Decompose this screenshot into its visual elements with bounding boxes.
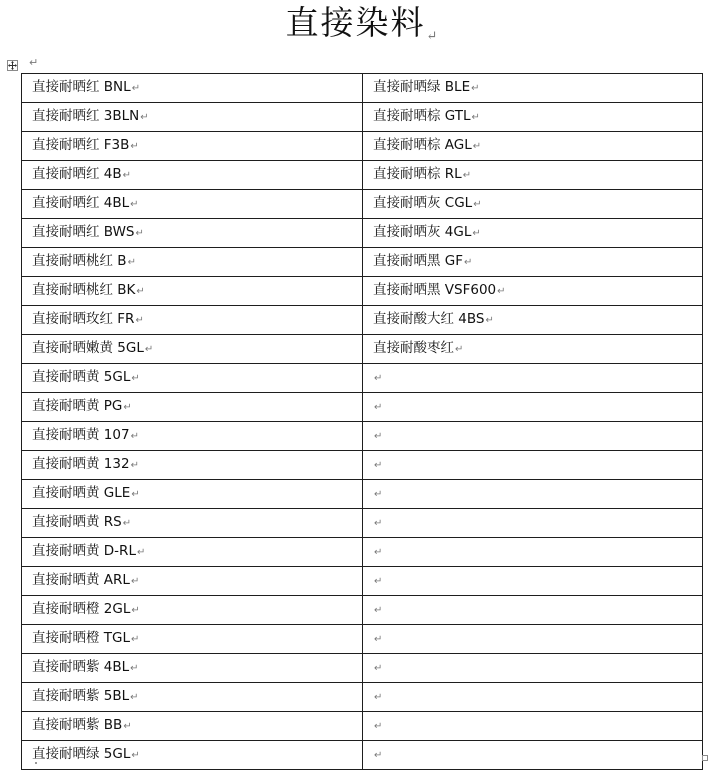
paragraph-mark: ↵ — [374, 402, 383, 413]
table-cell-right[interactable] — [363, 712, 703, 741]
dye-name: 直接耐晒黄 GLE — [32, 485, 131, 501]
table-cell-left[interactable] — [22, 132, 363, 161]
dye-name: 直接耐晒黄 RS — [32, 514, 122, 530]
table-cell-right[interactable] — [363, 538, 703, 567]
paragraph-mark: ↵ — [374, 634, 383, 645]
paragraph-mark: ↵ — [123, 402, 132, 413]
table-row — [22, 219, 703, 248]
table-cell-left[interactable] — [22, 161, 363, 190]
four-arrow-move-icon — [8, 61, 17, 70]
dye-name: 直接耐晒桃红 B — [32, 253, 127, 269]
paragraph-mark: ↵ — [374, 489, 383, 500]
table-row — [22, 480, 703, 509]
paragraph-mark: ↵ — [462, 170, 472, 181]
table-row — [22, 335, 703, 364]
table-cell-left[interactable] — [22, 741, 363, 770]
table-cell-left[interactable] — [22, 451, 363, 480]
dye-name: 直接耐晒红 3BLN — [32, 108, 140, 124]
table-row — [22, 248, 703, 277]
paragraph-mark: ↵ — [131, 605, 140, 616]
paragraph-mark: ↵ — [29, 56, 39, 69]
table-cell-right[interactable] — [363, 625, 703, 654]
table-cell-right[interactable] — [363, 741, 703, 770]
dye-name: 直接耐晒灰 4GL — [373, 224, 472, 240]
table-cell-right[interactable] — [363, 132, 703, 161]
paragraph-mark: ↵ — [130, 460, 139, 471]
dye-name: 直接耐晒嫩黄 5GL — [32, 340, 144, 356]
table-row — [22, 277, 703, 306]
table-row — [22, 451, 703, 480]
dye-name: 直接耐晒橙 2GL — [32, 601, 131, 617]
paragraph-dot — [35, 762, 37, 764]
table-cell-left[interactable] — [22, 190, 363, 219]
paragraph-mark: ↵ — [374, 576, 383, 587]
paragraph-mark: ↵ — [374, 692, 383, 703]
paragraph-mark: ↵ — [136, 286, 145, 297]
table-cell-left[interactable] — [22, 74, 363, 103]
table-cell-right[interactable] — [363, 480, 703, 509]
table-row — [22, 161, 703, 190]
paragraph-mark: ↵ — [122, 170, 132, 181]
paragraph-mark: ↵ — [374, 431, 383, 442]
paragraph-mark: ↵ — [472, 141, 482, 152]
table-row — [22, 712, 703, 741]
table-cell-right[interactable] — [363, 567, 703, 596]
table-row — [22, 190, 703, 219]
table-row — [22, 74, 703, 103]
dye-name: 直接耐晒棕 GTL — [373, 108, 471, 124]
paragraph-mark: ↵ — [131, 489, 140, 500]
dye-name: 直接耐晒黑 VSF600 — [373, 282, 497, 298]
dye-name: 直接耐酸枣红 — [373, 340, 454, 356]
table-cell-left[interactable] — [22, 712, 363, 741]
table-cell-left[interactable] — [22, 538, 363, 567]
table-row — [22, 625, 703, 654]
paragraph-mark: ↵ — [374, 460, 383, 471]
table-cell-left[interactable] — [22, 364, 363, 393]
table-row — [22, 654, 703, 683]
paragraph-mark: ↵ — [144, 344, 154, 355]
paragraph-mark: ↵ — [464, 257, 473, 268]
table-cell-right[interactable] — [363, 683, 703, 712]
dye-name: 直接耐晒红 4B — [32, 166, 122, 182]
dye-name: 直接耐晒紫 4BL — [32, 659, 130, 675]
dye-name: 直接耐晒紫 5BL — [32, 688, 130, 704]
paragraph-mark: ↵ — [472, 228, 481, 239]
table-cell-right[interactable] — [363, 335, 703, 364]
table-cell-right[interactable] — [363, 654, 703, 683]
dye-name: 直接耐晒棕 RL — [373, 166, 462, 182]
paragraph-mark: ↵ — [471, 112, 480, 123]
table-row — [22, 132, 703, 161]
paragraph-mark: ↵ — [140, 112, 149, 123]
dye-name: 直接耐晒黄 PG — [32, 398, 123, 414]
table-cell-left[interactable] — [22, 393, 363, 422]
table-cell-right[interactable] — [363, 509, 703, 538]
paragraph-mark: ↵ — [374, 663, 383, 674]
dye-name: 直接耐晒红 4BL — [32, 195, 130, 211]
table-row — [22, 393, 703, 422]
dye-name: 直接耐晒绿 5GL — [32, 746, 131, 762]
table-row — [22, 567, 703, 596]
table-cell-left[interactable] — [22, 277, 363, 306]
dye-name: 直接耐晒红 BWS — [32, 224, 135, 240]
table-cell-left[interactable] — [22, 683, 363, 712]
table-row — [22, 538, 703, 567]
paragraph-mark: ↵ — [135, 228, 144, 239]
table-row — [22, 306, 703, 335]
paragraph-mark: ↵ — [131, 634, 140, 645]
paragraph-mark: ↵ — [131, 373, 140, 384]
table-cell-left[interactable] — [22, 509, 363, 538]
paragraph-mark: ↵ — [374, 373, 383, 384]
paragraph-mark: ↵ — [123, 721, 132, 732]
dye-name: 直接耐酸大红 4BS — [373, 311, 485, 327]
paragraph-mark: ↵ — [374, 750, 383, 761]
table-cell-right[interactable] — [363, 364, 703, 393]
paragraph-mark: ↵ — [131, 83, 141, 94]
table-cell-right[interactable] — [363, 219, 703, 248]
paragraph-mark: ↵ — [130, 663, 139, 674]
table-cell-left[interactable] — [22, 335, 363, 364]
table-cell-left[interactable] — [22, 567, 363, 596]
document-title-text: 直接染料 — [285, 3, 426, 42]
table-row — [22, 364, 703, 393]
dye-name: 直接耐晒紫 BB — [32, 717, 123, 733]
paragraph-mark: ↵ — [130, 141, 139, 152]
dye-name: 直接耐晒桃红 BK — [32, 282, 136, 298]
table-row — [22, 509, 703, 538]
paragraph-mark: ↵ — [136, 547, 146, 558]
dye-name: 直接耐晒黄 132 — [32, 456, 130, 472]
dye-name: 直接耐晒棕 AGL — [373, 137, 472, 153]
paragraph-mark: ↵ — [455, 344, 464, 355]
table-cell-right[interactable] — [363, 451, 703, 480]
paragraph-mark: ↵ — [130, 199, 139, 210]
paragraph-mark: ↵ — [473, 199, 482, 210]
paragraph-mark: ↵ — [130, 692, 139, 703]
table-row — [22, 596, 703, 625]
table-cell-right[interactable] — [363, 74, 703, 103]
table-cell-right[interactable] — [363, 422, 703, 451]
paragraph-mark: ↵ — [374, 721, 383, 732]
table-row — [22, 422, 703, 451]
dye-name: 直接耐晒红 F3B — [32, 137, 130, 153]
paragraph-mark: ↵ — [374, 518, 383, 529]
dye-table — [21, 73, 703, 770]
table-cell-left[interactable] — [22, 654, 363, 683]
paragraph-mark: ↵ — [374, 605, 383, 616]
table-row — [22, 683, 703, 712]
dye-name: 直接耐晒绿 BLE — [373, 79, 471, 95]
table-cell-right[interactable] — [363, 393, 703, 422]
table-cell-left[interactable] — [22, 480, 363, 509]
paragraph-mark: ↵ — [130, 576, 140, 587]
paragraph-mark: ↵ — [130, 431, 139, 442]
table-row — [22, 103, 703, 132]
paragraph-mark: ↵ — [426, 29, 440, 44]
table-cell-right[interactable] — [363, 596, 703, 625]
document-title — [0, 2, 725, 44]
dye-name: 直接耐晒玫红 FR — [32, 311, 135, 327]
table-cell-left[interactable] — [22, 596, 363, 625]
dye-name: 直接耐晒黄 107 — [32, 427, 130, 443]
table-cell-right[interactable] — [363, 277, 703, 306]
dye-name: 直接耐晒红 BNL — [32, 79, 131, 95]
dye-name: 直接耐晒黄 ARL — [32, 572, 130, 588]
table-cell-right[interactable] — [363, 190, 703, 219]
paragraph-mark: ↵ — [135, 315, 144, 326]
table-cell-right[interactable] — [363, 103, 703, 132]
table-cell-right[interactable] — [363, 248, 703, 277]
table-cell-left[interactable] — [22, 306, 363, 335]
table-resize-handle-icon[interactable] — [702, 755, 708, 761]
table-cell-left[interactable] — [22, 248, 363, 277]
dye-name: 直接耐晒橙 TGL — [32, 630, 131, 646]
paragraph-mark: ↵ — [131, 750, 140, 761]
dye-name: 直接耐晒灰 CGL — [373, 195, 473, 211]
paragraph-mark: ↵ — [122, 518, 132, 529]
table-cell-left[interactable] — [22, 219, 363, 248]
table-cell-left[interactable] — [22, 625, 363, 654]
table-cell-left[interactable] — [22, 103, 363, 132]
table-row — [22, 741, 703, 770]
table-move-handle-icon[interactable] — [7, 60, 18, 71]
dye-name: 直接耐晒黄 D-RL — [32, 543, 136, 559]
paragraph-mark: ↵ — [471, 83, 480, 94]
table-cell-right[interactable] — [363, 306, 703, 335]
table-cell-left[interactable] — [22, 422, 363, 451]
dye-name: 直接耐晒黄 5GL — [32, 369, 131, 385]
table-cell-right[interactable] — [363, 161, 703, 190]
dye-name: 直接耐晒黑 GF — [373, 253, 464, 269]
paragraph-mark: ↵ — [497, 286, 506, 297]
paragraph-mark: ↵ — [374, 547, 383, 558]
paragraph-mark: ↵ — [127, 257, 136, 268]
paragraph-mark: ↵ — [485, 315, 494, 326]
